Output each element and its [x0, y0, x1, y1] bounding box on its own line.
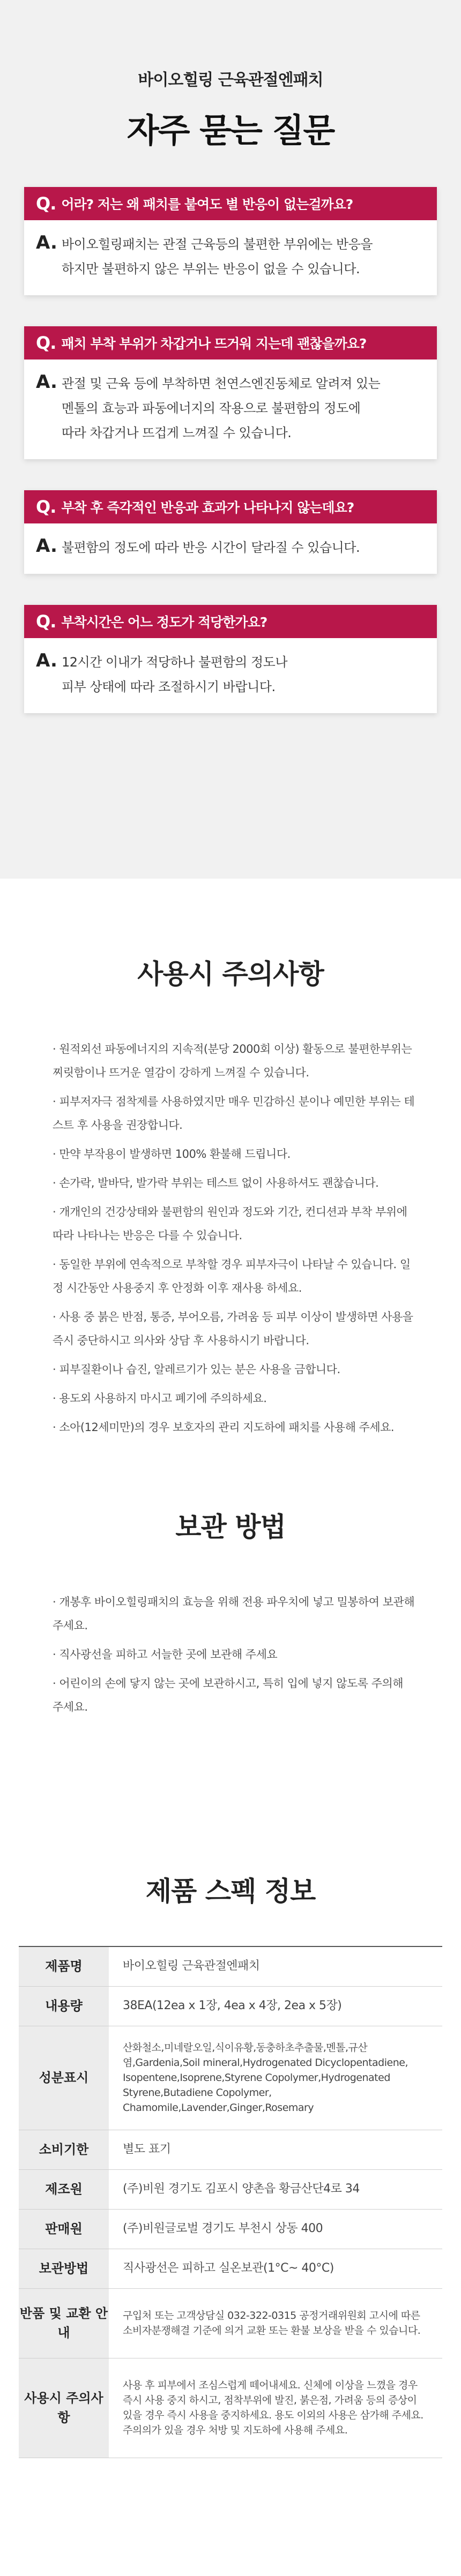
spec-label: 소비기한 [19, 2130, 109, 2169]
a-mark: A. [36, 650, 57, 671]
storage-item: · 직사광선을 피하고 서늘한 곳에 보관해 주세요 [53, 1648, 278, 1661]
spec-section [0, 1870, 461, 2458]
faq-answer-text [62, 371, 380, 445]
spec-row [19, 2169, 442, 2209]
spec-label: 제조원 [19, 2169, 109, 2209]
spec-value: (주)비원 경기도 김포시 양촌읍 황금산단4로 34 [109, 2169, 442, 2209]
spec-row [19, 2026, 442, 2130]
faq-answer-text [62, 535, 360, 560]
spec-value: 직사광선은 피하고 실온보관(1°C~ 40°C) [109, 2249, 442, 2288]
faq-answer [24, 523, 437, 574]
caution-item: · 동일한 부위에 연속적으로 부착할 경우 피부자극이 나타날 수 있습니다. 일정 시간동안 사용중지 후 안정화 이후 재사용 하세요. [53, 1258, 411, 1294]
spec-table [19, 1946, 442, 2458]
spec-label: 반품 및 교환 안내 [19, 2288, 109, 2358]
caution-item: · 사용 중 붉은 반점, 통증, 부어오름, 가려움 등 피부 이상이 발생하면 사용을 즉시 중단하시고 의사와 상담 후 사용하시기 바랍니다. [53, 1311, 413, 1347]
faq-question: 부착시간은 어느 정도가 적당한가요? [61, 615, 267, 630]
caution-title: 사용시 주의사항 [137, 958, 324, 990]
faq-question-bar [24, 326, 437, 360]
caution-section [0, 879, 461, 1506]
q-mark: Q. [36, 611, 56, 632]
faq-answer [24, 360, 437, 459]
caution-item: · 손가락, 발바닥, 발가락 부위는 테스트 없이 사용하셔도 괜찮습니다. [53, 1177, 379, 1189]
faq-card [24, 605, 437, 713]
caution-item: · 피부저자극 점착제를 사용하였지만 매우 민감하신 분이나 예민한 부위는 테스트 후 사용을 권장합니다. [53, 1095, 415, 1132]
faq-question-bar [24, 187, 437, 220]
spec-value: 38EA(12ea x 1장, 4ea x 4장, 2ea x 5장) [109, 1986, 442, 2026]
faq-card [24, 326, 437, 459]
faq-answer [24, 220, 437, 295]
faq-answer-line: 관절 및 근육 등에 부착하면 천연스엔진동체로 알려져 있는 [62, 376, 381, 391]
faq-answer-line: 따라 차갑거나 뜨겁게 느껴질 수 있습니다. [62, 425, 292, 440]
caution-item: · 만약 부작용이 발생하면 100% 환불해 드립니다. [53, 1148, 291, 1160]
spec-row [19, 2209, 442, 2249]
spec-row [19, 1986, 442, 2026]
caution-list [53, 1037, 417, 1439]
spec-value: 별도 표기 [109, 2130, 442, 2169]
q-mark: Q. [36, 193, 56, 214]
a-mark: A. [36, 232, 57, 253]
faq-question: 패치 부착 부위가 차갑거나 뜨거워 지는데 괜찮을까요? [61, 336, 367, 351]
a-mark: A. [36, 371, 57, 393]
spec-value: 산화철소,미네랄오일,식이유황,동충하초추출물,멘톨,규산염,Gardenia,Soil mineral,Hydrogenated Dicyclopentadiene, Isopentene,Isoprene,Styrene Copolymer,Hydrogenated Styrene,Butadiene Copolymer, Chamomile,Lavender,Ginger,Rosemary [109, 2026, 442, 2130]
faq-section [0, 0, 461, 879]
faq-title: 자주 묻는 질문 [127, 111, 334, 150]
faq-answer [24, 638, 437, 713]
faq-answer-line: 12시간 이내가 적당하나 불편함의 정도나 [62, 655, 287, 670]
q-mark: Q. [36, 333, 56, 353]
spec-value: 구입처 또는 고객상담실 032-322-0315 공정거래위원회 고시에 따른 소비자분쟁해결 기준에 의거 교환 또는 환불 보상을 받을 수 있습니다. [109, 2288, 442, 2358]
faq-answer-text [62, 232, 373, 281]
storage-section [0, 1506, 461, 1870]
spec-label: 판매원 [19, 2209, 109, 2249]
storage-item: · 어린이의 손에 닿지 않는 곳에 보관하시고, 특히 입에 넣지 않도록 주의해 주세요. [53, 1677, 404, 1713]
spec-value: 바이오힐링 근육관절엔패치 [109, 1946, 442, 1986]
spec-row [19, 2358, 442, 2458]
spec-value: (주)비원글로벌 경기도 부천시 상동 400 [109, 2209, 442, 2249]
spec-row [19, 2249, 442, 2288]
caution-item: · 개개인의 건강상태와 불편함의 원인과 정도와 기간, 컨디션과 부착 부위에 따라 나타나는 반응은 다를 수 있습니다. [53, 1205, 407, 1242]
faq-answer-line: 바이오힐링패치는 관절 근육등의 불편한 부위에는 반응을 [62, 237, 373, 252]
spec-row [19, 2288, 442, 2358]
spec-label: 내용량 [19, 1986, 109, 2026]
a-mark: A. [36, 535, 57, 557]
faq-question-bar [24, 605, 437, 638]
faq-card [24, 490, 437, 574]
faq-answer-line: 피부 상태에 따라 조절하시기 바랍니다. [62, 679, 276, 694]
caution-item: · 원적외선 파동에너지의 지속적(분당 2000회 이상) 활동으로 불편한부위는 찌릿함이나 뜨거운 열감이 강하게 느껴질 수 있습니다. [53, 1043, 412, 1079]
spec-value: 사용 후 피부에서 조심스럽게 떼어내세요. 신체에 이상을 느꼈을 경우 즉시 사용 중지 하시고, 점착부위에 발진, 붉은점, 가려움 등의 증상이 있을 경우 즉시 사용을 중지하세요. 용도 이외의 사용은 삼가해 주세요. 주의의가 있을 경우 처방 및 지도하에 사용해 주세요. [109, 2358, 442, 2458]
spec-label: 제품명 [19, 1946, 109, 1986]
storage-title: 보관 방법 [175, 1511, 286, 1542]
spec-row [19, 2130, 442, 2169]
faq-question: 부착 후 즉각적인 반응과 효과가 나타나지 않는데요? [61, 500, 354, 515]
q-mark: Q. [36, 497, 56, 517]
caution-item: · 피부질환이나 습진, 알레르기가 있는 분은 사용을 금합니다. [53, 1363, 340, 1376]
faq-answer-line: 멘톨의 효능과 파동에너지의 작용으로 불편함의 정도에 [62, 401, 361, 416]
faq-answer-line: 하지만 불편하지 않은 부위는 반응이 없을 수 있습니다. [62, 261, 360, 276]
spec-label: 사용시 주의사항 [19, 2358, 109, 2458]
faq-answer-line: 불편함의 정도에 따라 반응 시간이 달라질 수 있습니다. [62, 540, 360, 555]
caution-item: · 소아(12세미만)의 경우 보호자의 관리 지도하에 패치를 사용해 주세요. [53, 1421, 395, 1434]
faq-answer-text [62, 650, 287, 699]
storage-list [53, 1590, 417, 1719]
spec-title: 제품 스펙 정보 [145, 1876, 316, 1907]
storage-item: · 개봉후 바이오힐링패치의 효능을 위해 전용 파우치에 넣고 밀봉하여 보관해 주세요. [53, 1596, 415, 1632]
faq-list [0, 187, 461, 713]
faq-card [24, 187, 437, 295]
faq-subtitle: 바이오힐링 근육관절엔패치 [138, 71, 323, 89]
spec-label: 보관방법 [19, 2249, 109, 2288]
spec-row [19, 1946, 442, 1986]
faq-question: 어라? 저는 왜 패치를 붙여도 별 반응이 없는걸까요? [61, 197, 353, 212]
spec-label: 성분표시 [19, 2026, 109, 2130]
faq-question-bar [24, 490, 437, 523]
caution-item: · 용도외 사용하지 마시고 폐기에 주의하세요. [53, 1392, 267, 1405]
